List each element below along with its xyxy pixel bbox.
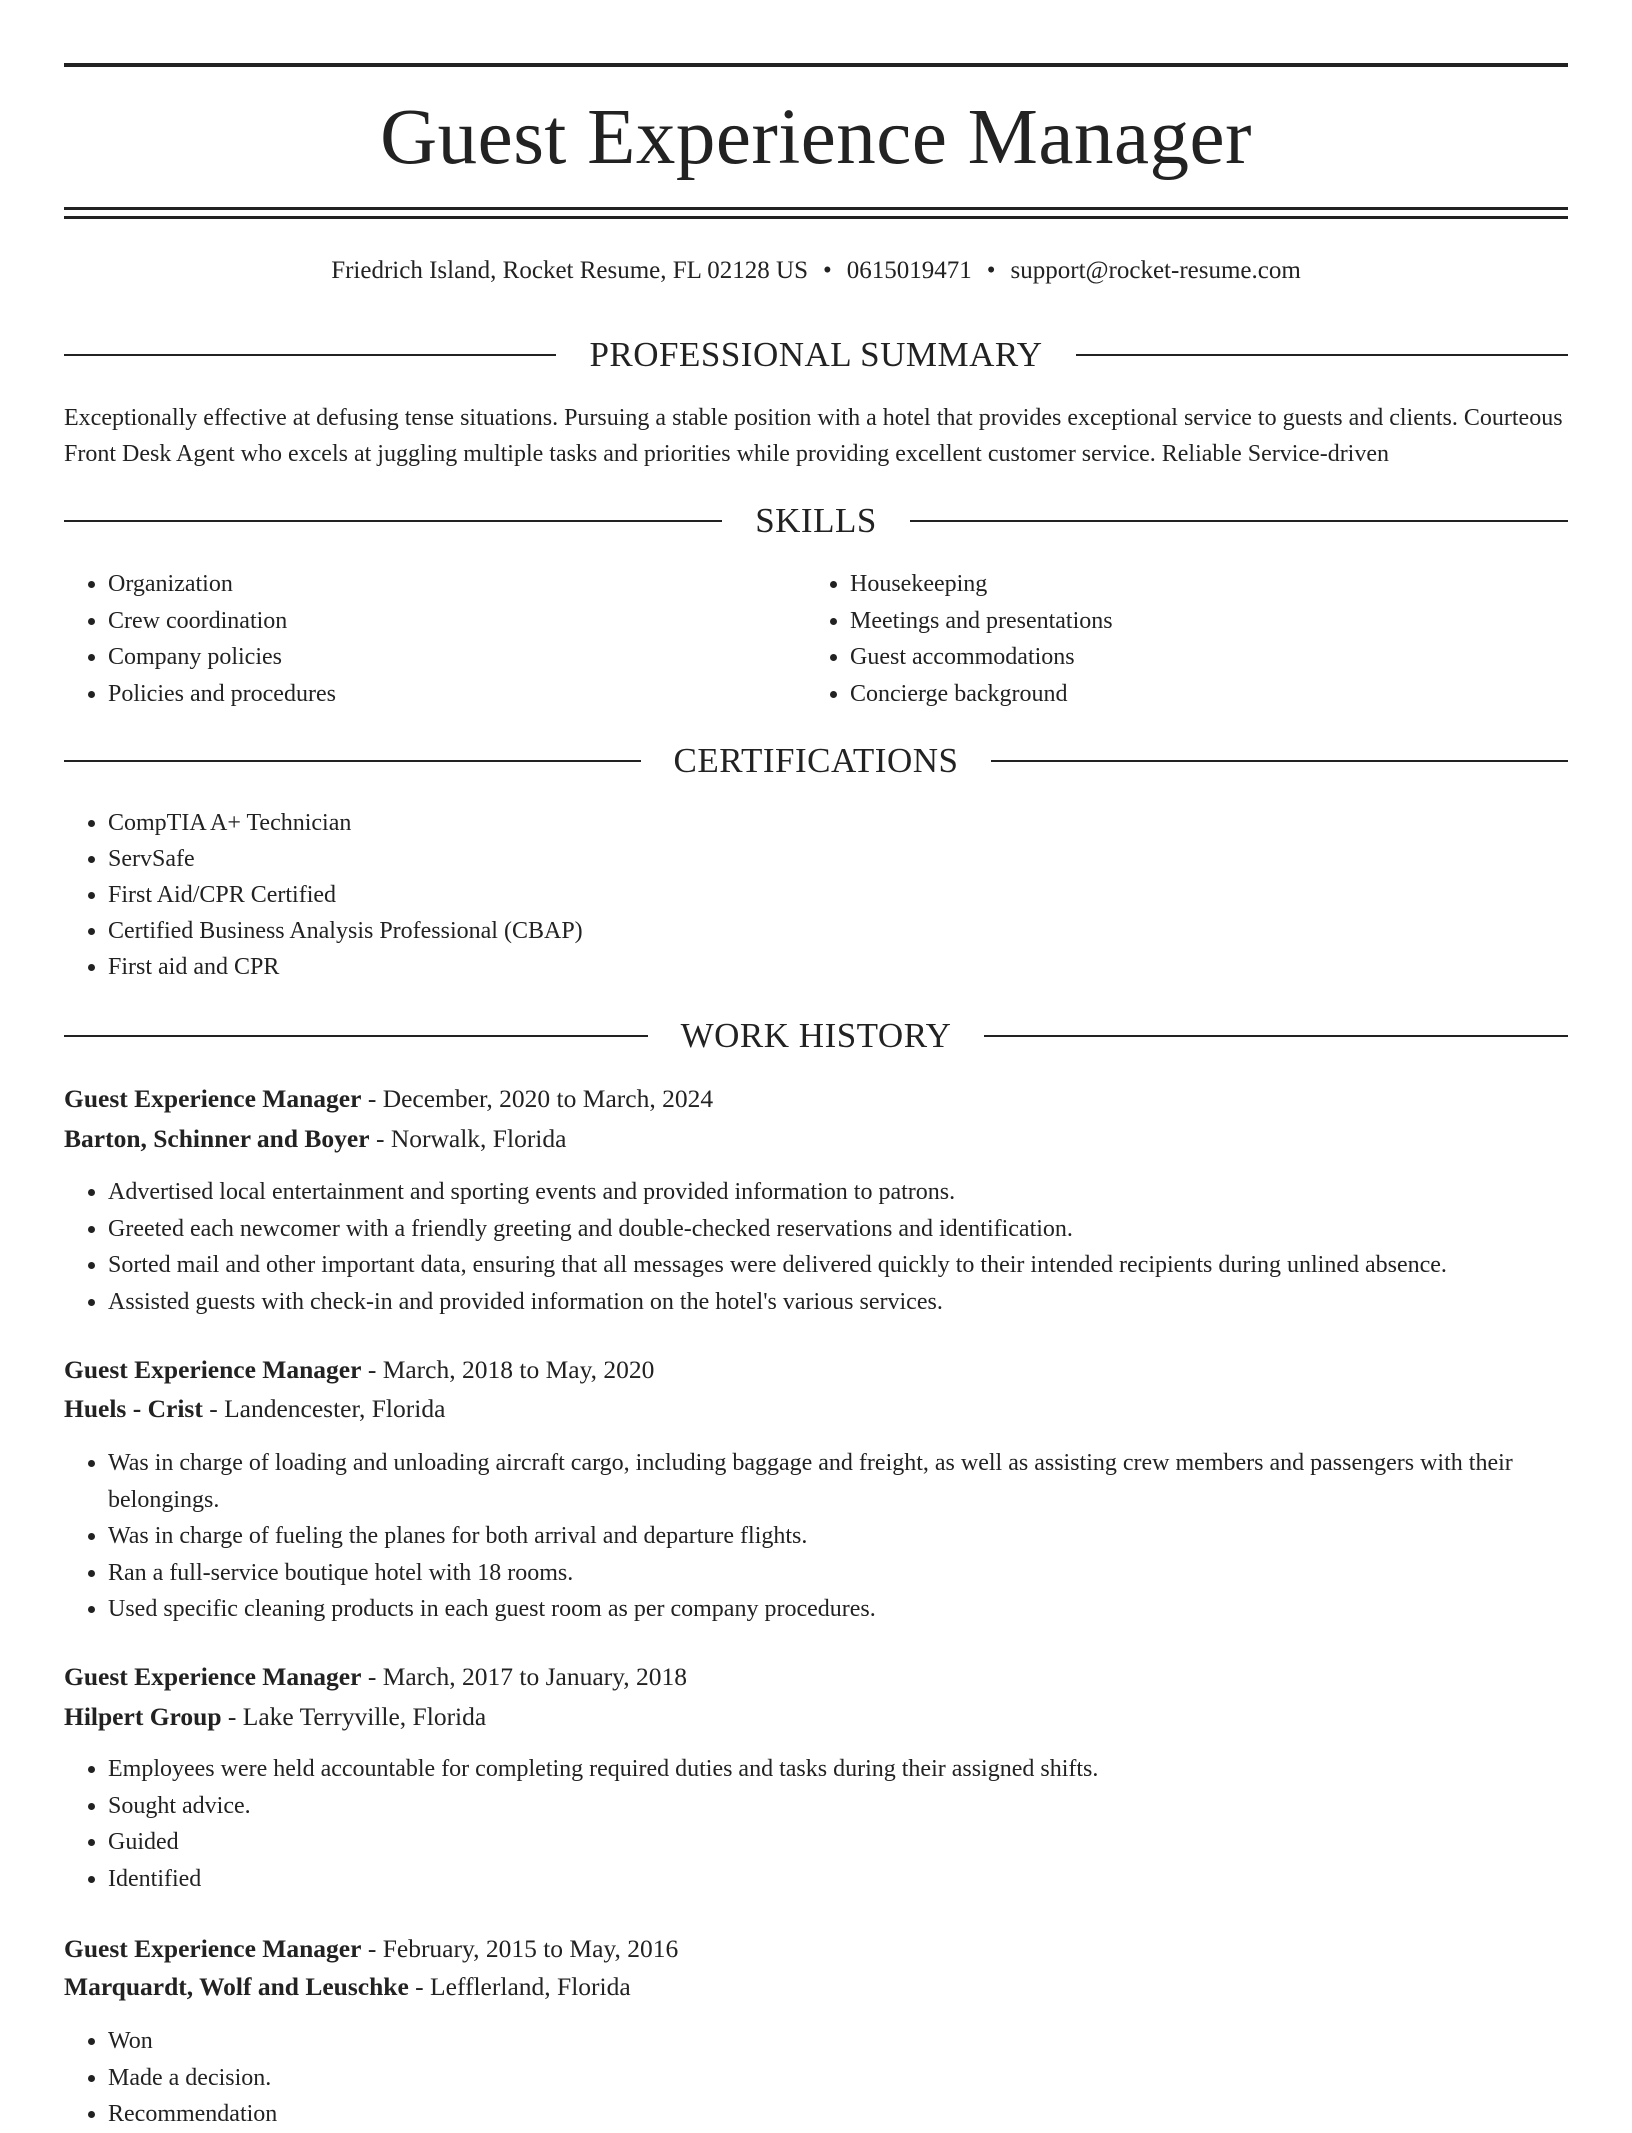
job-dash: - bbox=[361, 1934, 383, 1963]
section-title: WORK HISTORY bbox=[680, 1016, 952, 1055]
job-dates: February, 2015 to May, 2016 bbox=[382, 1934, 679, 1963]
job-bullet: • Guided bbox=[108, 1824, 1568, 1861]
job-bullet: • Was in charge of fueling the planes for both arrival and departure flights. bbox=[108, 1518, 1568, 1555]
header-rule-lower bbox=[64, 216, 1568, 219]
job-location: Lefflerland, Florida bbox=[430, 1972, 631, 2001]
contact-separator: • bbox=[822, 257, 832, 284]
job-dash: - bbox=[202, 1394, 225, 1423]
job-bullet: • Identified bbox=[108, 1861, 1568, 1898]
job-title-line bbox=[64, 1659, 1568, 1695]
certifications-list bbox=[64, 805, 1568, 985]
header-rule-upper bbox=[64, 207, 1568, 210]
skill-item: • Crew coordination bbox=[108, 603, 808, 640]
section-title: SKILLS bbox=[755, 501, 877, 540]
job-dash: - bbox=[369, 1124, 391, 1153]
skill-item: • Guest accommodations bbox=[850, 639, 1550, 676]
skill-item: • Meetings and presentations bbox=[850, 603, 1550, 640]
top-rule bbox=[64, 63, 1568, 67]
section-heading-skills bbox=[64, 498, 1568, 544]
job-bullet: • Employees were held accountable for completing required duties and tasks during their assigned shifts. bbox=[108, 1751, 1568, 1788]
job-location: Lake Terryville, Florida bbox=[242, 1702, 487, 1731]
job-location: Landencester, Florida bbox=[224, 1394, 446, 1423]
contact-address: Friedrich Island, Rocket Resume, FL 02128 US bbox=[331, 257, 808, 284]
section-heading-certifications bbox=[64, 738, 1568, 784]
job-location: Norwalk, Florida bbox=[390, 1124, 567, 1153]
skills-list-left bbox=[64, 566, 808, 712]
contact-phone: 0615019471 bbox=[846, 257, 972, 284]
job-title-line bbox=[64, 1081, 1568, 1117]
job-dates: March, 2017 to January, 2018 bbox=[382, 1662, 687, 1691]
job-title: Guest Experience Manager bbox=[64, 1662, 362, 1691]
job-bullet: • Advertised local entertainment and sporting events and provided information to patrons. bbox=[108, 1174, 1568, 1211]
job-company: Huels - Crist bbox=[64, 1394, 203, 1423]
skill-item: • Policies and procedures bbox=[108, 676, 808, 713]
job-company: Hilpert Group bbox=[64, 1702, 222, 1731]
job-bullet: • Made a decision. bbox=[108, 2060, 1568, 2097]
certification-item: • ServSafe bbox=[108, 841, 1568, 877]
section-title: PROFESSIONAL SUMMARY bbox=[589, 335, 1043, 374]
section-heading-summary bbox=[64, 332, 1568, 378]
job-company: Barton, Schinner and Boyer bbox=[64, 1124, 370, 1153]
certification-item: • First Aid/CPR Certified bbox=[108, 877, 1568, 913]
summary-text: Exceptionally effective at defusing tense situations. Pursuing a stable position with a hotel that provides exceptional service to guests and clients. Courteous Front Desk Agent who excels at juggling multiple tasks and priorities while providing excellent customer service. Reliable Service-driven bbox=[64, 405, 1563, 467]
skill-item: • Housekeeping bbox=[850, 566, 1550, 603]
heading-rule-left bbox=[64, 520, 722, 522]
job-bullet: • Sought advice. bbox=[108, 1788, 1568, 1825]
job-bullet: • Used specific cleaning products in each guest room as per company procedures. bbox=[108, 1591, 1568, 1628]
heading-rule-left bbox=[64, 760, 641, 762]
job-dash: - bbox=[361, 1355, 383, 1384]
job-bullets bbox=[64, 2023, 1568, 2133]
job-title: Guest Experience Manager bbox=[64, 1355, 362, 1384]
job-dash: - bbox=[361, 1662, 383, 1691]
skills-list-right bbox=[806, 566, 1550, 712]
job-company-line bbox=[64, 1121, 1568, 1157]
job-dates: March, 2018 to May, 2020 bbox=[382, 1355, 655, 1384]
contact-line bbox=[64, 254, 1568, 288]
job-title-line bbox=[64, 1352, 1568, 1388]
job-bullet: • Won bbox=[108, 2023, 1568, 2060]
heading-rule-right bbox=[1076, 354, 1568, 356]
heading-rule-right bbox=[991, 760, 1568, 762]
section-title: CERTIFICATIONS bbox=[673, 741, 959, 780]
certification-item: • Certified Business Analysis Professional (CBAP) bbox=[108, 913, 1568, 949]
job-title: Guest Experience Manager bbox=[64, 1084, 362, 1113]
job-bullets bbox=[64, 1751, 1568, 1897]
certification-item: • CompTIA A+ Technician bbox=[108, 805, 1568, 841]
heading-rule-left bbox=[64, 354, 556, 356]
job-dash: - bbox=[221, 1702, 243, 1731]
job-dates: December, 2020 to March, 2024 bbox=[382, 1084, 714, 1113]
job-company-line bbox=[64, 1391, 1568, 1427]
job-company-line bbox=[64, 1699, 1568, 1735]
job-bullet: • Sorted mail and other important data, ensuring that all messages were delivered quickly to their intended recipients during unlined absence. bbox=[108, 1247, 1568, 1284]
job-dash: - bbox=[408, 1972, 431, 2001]
skill-item: • Company policies bbox=[108, 639, 808, 676]
certification-item: • First aid and CPR bbox=[108, 949, 1568, 985]
job-title-line bbox=[64, 1931, 1568, 1967]
contact-separator: • bbox=[986, 257, 996, 284]
heading-rule-left bbox=[64, 1035, 648, 1037]
job-bullets bbox=[64, 1174, 1568, 1320]
job-title: Guest Experience Manager bbox=[64, 1934, 362, 1963]
resume-name-title: Guest Experience Manager bbox=[380, 94, 1252, 181]
skill-item: • Concierge background bbox=[850, 676, 1550, 713]
job-company-line bbox=[64, 1969, 1568, 2005]
job-bullet: • Recommendation bbox=[108, 2096, 1568, 2133]
job-dash: - bbox=[361, 1084, 383, 1113]
job-bullet: • Greeted each newcomer with a friendly greeting and double-checked reservations and identification. bbox=[108, 1211, 1568, 1248]
heading-rule-right bbox=[984, 1035, 1568, 1037]
heading-rule-right bbox=[910, 520, 1568, 522]
job-bullet: • Assisted guests with check-in and provided information on the hotel's various services. bbox=[108, 1284, 1568, 1321]
skill-item: • Organization bbox=[108, 566, 808, 603]
contact-email: support@rocket-resume.com bbox=[1010, 257, 1301, 284]
job-company: Marquardt, Wolf and Leuschke bbox=[64, 1972, 409, 2001]
job-bullet: • Ran a full-service boutique hotel with 18 rooms. bbox=[108, 1555, 1568, 1592]
section-heading-work-history bbox=[64, 1013, 1568, 1059]
job-bullets bbox=[64, 1445, 1568, 1628]
job-bullet: • Was in charge of loading and unloading aircraft cargo, including baggage and freight, as well as assisting crew members and passengers with their belongings. bbox=[108, 1445, 1568, 1518]
